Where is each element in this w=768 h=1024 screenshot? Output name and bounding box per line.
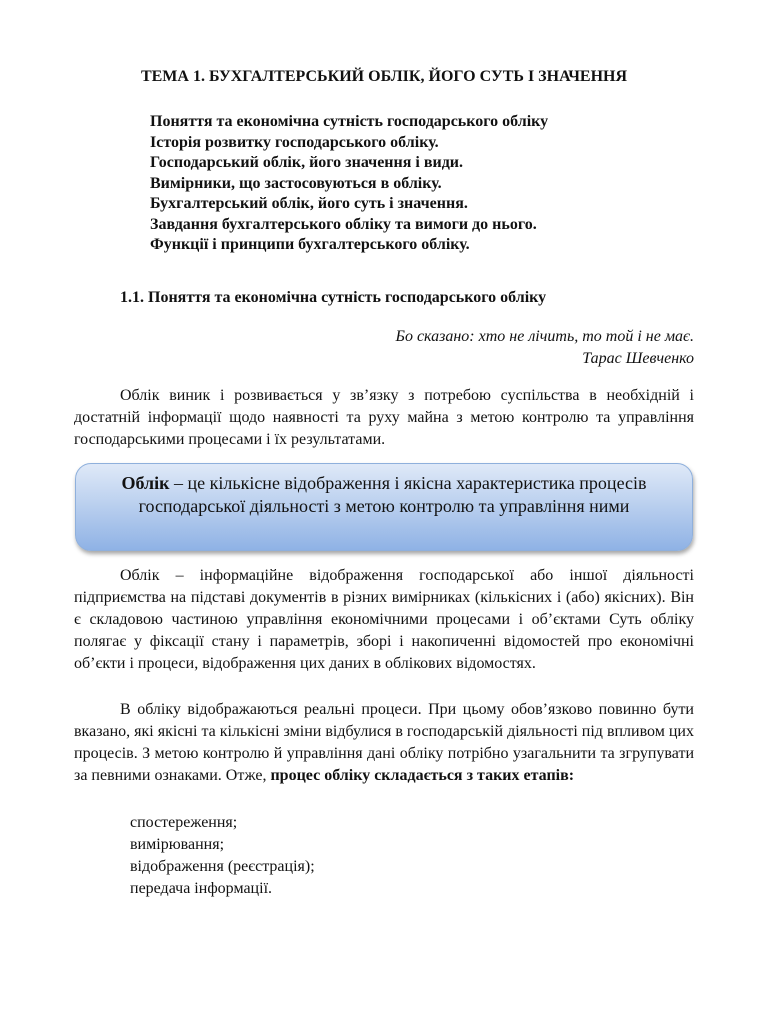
definition-text: – це кількісне відображення і якісна характеристика процесів господарської діяльності з метою контролю та управління ними: [138, 473, 647, 516]
outline-item: Завдання бухгалтерського обліку та вимоги до нього.: [150, 215, 537, 233]
paragraph: Облік – інформаційне відображення господарської або іншої діяльності підприємства на підставі документів в різних вимірниках (кількісних і (або) якісних). Він є складовою частиною управління економічними процесами і об’єктами Суть обліку полягає у фіксації стану і параметрів, зборі і накопиченні відомостей про економічні об’єкти і процеси, відображення цих даних в облікових відомостях.: [74, 567, 694, 672]
definition-box: [75, 463, 693, 551]
outline-item: Господарський облік, його значення і види.: [150, 154, 464, 171]
list-item: вимірювання;: [130, 836, 225, 853]
paragraph: [74, 699, 694, 787]
paragraph-text: В обліку відображаються реальні процеси. При цьому обов’язково повинно бути вказано, які якісні та кількісні зміни відбулися в господарській діяльності під впливом цих процесів. З метою контролю й управління дані обліку потрібно узагальнити та згрупувати за певними ознаками. Отже,: [74, 701, 694, 784]
list-item: передача інформації.: [130, 880, 273, 897]
outline-item: Бухгалтерський облік, його суть і значення.: [150, 195, 468, 212]
epigraph: [396, 326, 695, 370]
list-item: відображення (реєстрація);: [130, 858, 315, 875]
epigraph-quote: Бо сказано: хто не лічить, то той і не має.: [395, 328, 694, 345]
section-heading: 1.1. Поняття та економічна сутність господарського обліку: [120, 289, 547, 306]
page-title: ТЕМА 1. БУХГАЛТЕРСЬКИЙ ОБЛІК, ЙОГО СУТЬ І ЗНАЧЕННЯ: [140, 68, 628, 85]
stages-list: [130, 812, 315, 900]
topic-outline: [150, 112, 710, 256]
outline-item: Поняття та економічна сутність господарського обліку: [150, 113, 549, 130]
paragraph: Облік виник і розвивається у зв’язку з потребою суспільства в необхідній і достатній інформації щодо наявності та руху майна з метою контролю та управління господарськими процесами і їх результатами.: [74, 387, 694, 448]
epigraph-author: Тарас Шевченко: [582, 350, 694, 367]
outline-item: Історія розвитку господарського обліку.: [150, 133, 439, 151]
outline-item: Функції і принципи бухгалтерського обліку.: [150, 236, 470, 253]
outline-item: Вимірники, що застосовуються в обліку.: [150, 174, 442, 192]
definition-term: Облік: [121, 473, 170, 493]
paragraph-bold-text: процес обліку складається з таких етапів:: [270, 767, 575, 784]
list-item: спостереження;: [130, 814, 238, 831]
